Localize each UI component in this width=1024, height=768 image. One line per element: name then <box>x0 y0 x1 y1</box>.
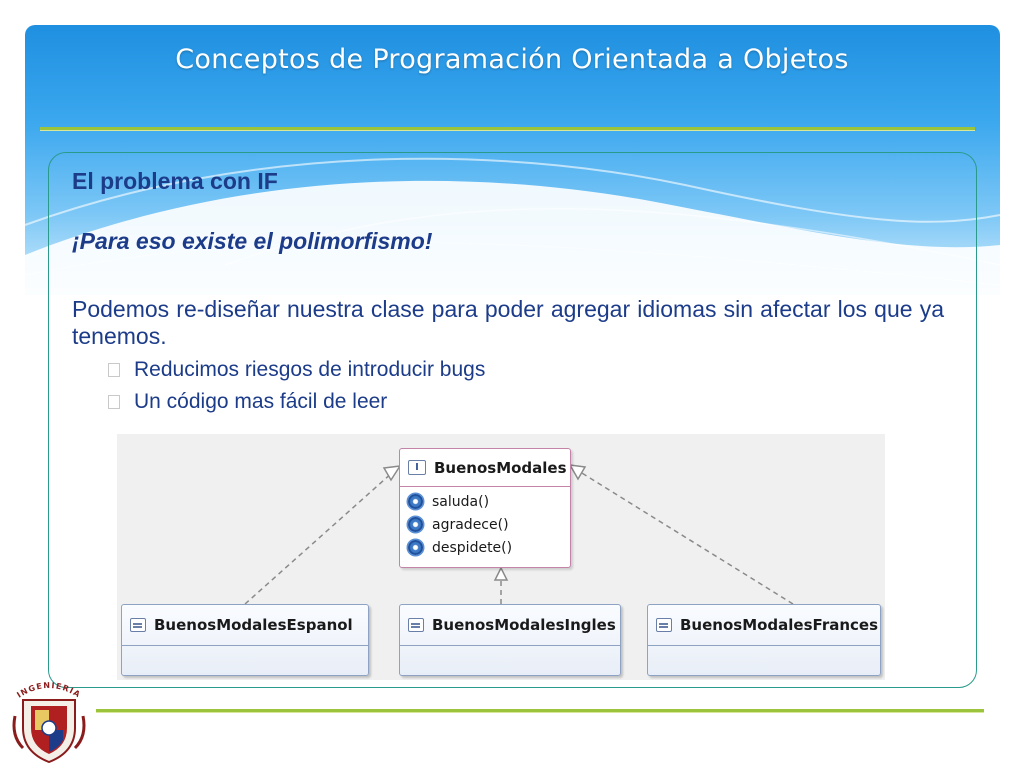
bullet-text: Un código mas fácil de leer <box>134 390 388 413</box>
method-name: despidete() <box>432 539 513 556</box>
method-gear-icon <box>408 494 423 509</box>
class-body <box>648 645 880 676</box>
class-name: BuenosModalesFrances <box>680 616 879 634</box>
method-list <box>400 487 570 559</box>
method-row <box>400 490 570 513</box>
interface-icon: I <box>408 460 426 475</box>
title-divider <box>40 127 975 131</box>
arrow-espanol-to-interface <box>245 472 393 604</box>
method-name: agradece() <box>432 516 509 533</box>
bullet-item <box>108 390 387 414</box>
class-header <box>122 605 368 645</box>
class-icon <box>408 618 424 632</box>
class-icon <box>130 618 146 632</box>
svg-text:INGENIERIA <box>15 681 82 700</box>
method-row <box>400 513 570 536</box>
logo-text: INGENIERIA <box>15 680 83 700</box>
footer-divider <box>96 709 984 713</box>
bullet-marker-icon <box>108 395 120 409</box>
body-paragraph: Podemos re-diseñar nuestra clase para poder agregar idiomas sin afectar los que ya tenemos. <box>72 296 944 349</box>
arrowhead-ingles <box>495 568 507 580</box>
method-gear-icon <box>408 517 423 532</box>
interface-buenos-modales <box>399 448 571 568</box>
method-gear-icon <box>408 540 423 555</box>
class-buenos-modales-frances <box>647 604 881 676</box>
class-name: BuenosModalesEspanol <box>154 616 353 634</box>
class-buenos-modales-espanol <box>121 604 369 676</box>
class-header <box>648 605 880 645</box>
bullet-item <box>108 358 485 382</box>
class-buenos-modales-ingles <box>399 604 621 676</box>
method-row <box>400 536 570 559</box>
method-name: saluda() <box>432 493 490 510</box>
interface-header <box>400 449 570 487</box>
uml-class-diagram <box>117 434 885 680</box>
bullet-text: Reducimos riesgos de introducir bugs <box>134 358 486 381</box>
class-icon <box>656 618 672 632</box>
bullet-marker-icon <box>108 363 120 377</box>
arrowhead-frances <box>570 465 585 479</box>
slide-title: Conceptos de Programación Orientada a Objetos <box>175 44 849 75</box>
class-body <box>122 645 368 676</box>
emphasis-text: ¡Para eso existe el polimorfismo! <box>72 228 433 254</box>
section-heading: El problema con IF <box>72 168 278 194</box>
class-body <box>400 645 620 676</box>
interface-name: BuenosModales <box>434 458 567 477</box>
class-header <box>400 605 620 645</box>
arrow-frances-to-interface <box>577 470 793 604</box>
faculty-crest-icon <box>9 676 89 766</box>
class-name: BuenosModalesIngles <box>432 616 616 634</box>
